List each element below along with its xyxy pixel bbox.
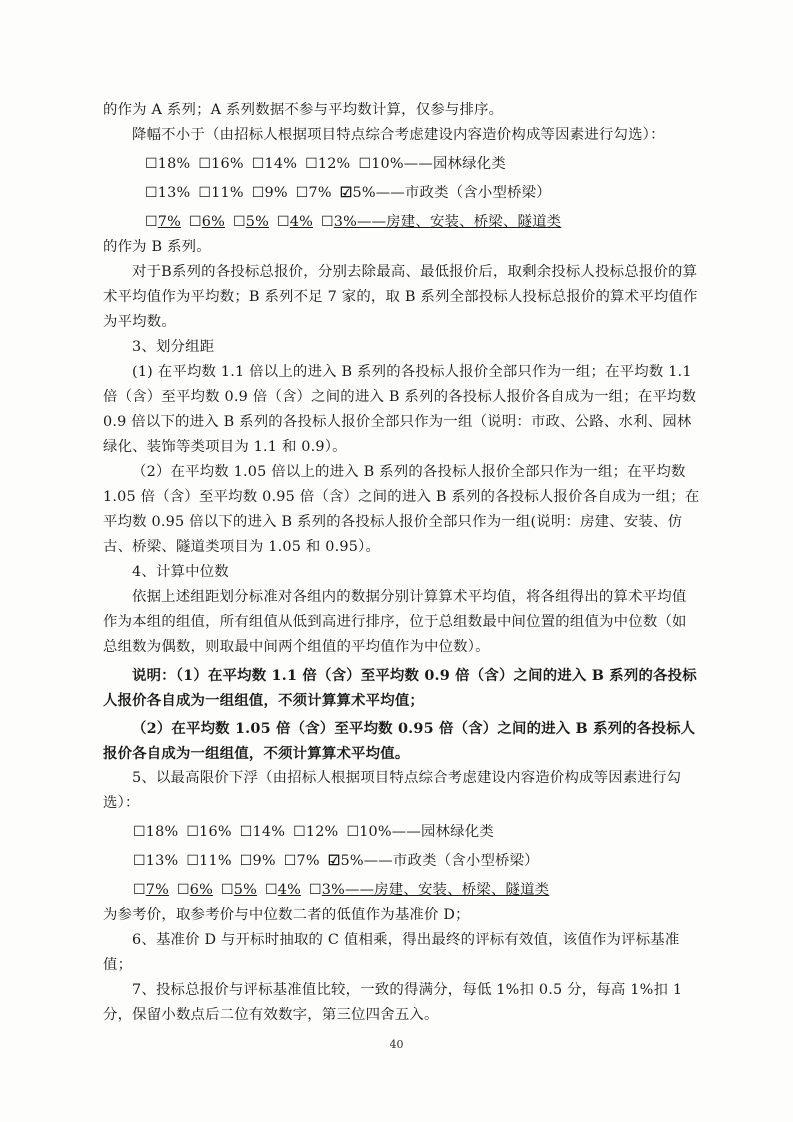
reduction-options-row-1 bbox=[103, 152, 700, 177]
checkbox-icon[interactable]: ☐ bbox=[346, 824, 360, 840]
option-label: 3%——房建、安装、桥梁、隧道类 bbox=[321, 882, 550, 898]
paragraph-3-1: (1) 在平均数 1.1 倍以上的进入 B 系列的各投标人报价全部只作为一组；在平均数 1.1 倍（含）至平均数 0.9 倍（含）之间的进入 B 系列的各投标人报价各自成为一组；在平均数 0.9 倍以下的进入 B 系列的各投标人报价全部只作为一组（说明：市政、公路、水利、园林绿化、装饰等类项目为 1.1 和 0.9）。 bbox=[103, 364, 697, 455]
option-item bbox=[340, 181, 551, 206]
option-label: 6% bbox=[201, 214, 225, 230]
reduction-options-row-3 bbox=[103, 210, 700, 235]
option-label: 11% bbox=[199, 853, 232, 869]
option-label: 5% bbox=[233, 882, 257, 898]
option-item bbox=[265, 878, 301, 903]
checkbox-icon[interactable]: ☐ bbox=[239, 853, 253, 869]
paragraph-a-series: 的作为 A 系列；A 系列数据不参与平均数计算，仅参与排序。 bbox=[103, 102, 504, 118]
option-item bbox=[198, 181, 243, 206]
checkbox-icon[interactable]: ☐ bbox=[177, 882, 190, 898]
option-item bbox=[328, 849, 539, 874]
option-item bbox=[240, 820, 285, 845]
option-item bbox=[221, 878, 257, 903]
option-label: 7% bbox=[145, 882, 169, 898]
checkbox-icon[interactable]: ☐ bbox=[251, 185, 265, 201]
option-label: 6% bbox=[189, 882, 213, 898]
checkbox-icon[interactable]: ☐ bbox=[233, 214, 246, 230]
section-heading-3: 3、划分组距 bbox=[132, 339, 215, 355]
option-label: 18% bbox=[145, 824, 179, 840]
checkbox-icon[interactable]: ☐ bbox=[198, 156, 212, 172]
option-label: 5% bbox=[245, 214, 269, 230]
checkbox-icon[interactable]: ☐ bbox=[186, 824, 200, 840]
checkbox-icon[interactable]: ☐ bbox=[145, 185, 158, 201]
option-label: 16% bbox=[211, 156, 244, 172]
option-item bbox=[189, 210, 225, 235]
option-item bbox=[198, 152, 243, 177]
checkbox-icon[interactable]: ☐ bbox=[305, 156, 318, 172]
option-label: 16% bbox=[199, 824, 232, 840]
option-label: 10%——园林绿化类 bbox=[371, 156, 506, 172]
checkbox-icon[interactable]: ☐ bbox=[186, 853, 200, 869]
option-label: 9% bbox=[264, 185, 288, 201]
paragraph-4: 依据上述组距划分标准对各组内的数据分别计算算术平均值，将各组得出的算术平均值作为本组的组值，所有组值从低到高进行排序，位于总组数最中间位置的组值为中位数（如总组数为偶数，则取最中间两个组值的平均值作为中位数）。 bbox=[103, 589, 687, 655]
reduction-intro: 降幅不小于（由招标人根据项目特点综合考虑建设内容造价构成等因素进行勾选）： bbox=[132, 127, 665, 143]
float-options-row-3 bbox=[103, 878, 700, 903]
option-item bbox=[277, 210, 313, 235]
checkbox-icon[interactable]: ☐ bbox=[198, 185, 212, 201]
option-item bbox=[293, 820, 338, 845]
checkbox-icon[interactable]: ☐ bbox=[293, 824, 306, 840]
option-label: 3%——房建、安装、桥梁、隧道类 bbox=[333, 214, 562, 230]
document-body bbox=[103, 98, 700, 1028]
reference-price-tail: 为参考价，取参考价与中位数二者的低值作为基准价 D； bbox=[103, 907, 470, 923]
checkbox-icon[interactable]: ☐ bbox=[133, 824, 146, 840]
checkbox-icon[interactable]: ☐ bbox=[309, 882, 322, 898]
option-item bbox=[321, 210, 561, 235]
checkbox-icon[interactable]: ☐ bbox=[251, 156, 265, 172]
option-item bbox=[305, 152, 350, 177]
checked-box-icon[interactable]: ☑ bbox=[339, 185, 353, 201]
option-label: 5%——市政类（含小型桥梁） bbox=[352, 185, 551, 201]
checkbox-icon[interactable]: ☐ bbox=[133, 853, 146, 869]
option-label: 14% bbox=[264, 156, 298, 172]
option-item bbox=[145, 152, 190, 177]
option-item bbox=[133, 820, 178, 845]
option-item bbox=[133, 849, 178, 874]
page-number: 40 bbox=[389, 1038, 404, 1051]
option-item bbox=[145, 181, 190, 206]
option-item bbox=[186, 849, 231, 874]
option-item bbox=[346, 820, 494, 845]
paragraph-7: 7、投标总报价与评标基准值比较，一致的得满分，每低 1%扣 0.5 分，每高 1%扣 1 分，保留小数点后二位有效数字，第三位四舍五入。 bbox=[103, 982, 683, 1023]
option-label: 4% bbox=[289, 214, 313, 230]
option-label: 7% bbox=[308, 185, 332, 201]
option-label: 13% bbox=[157, 185, 191, 201]
checkbox-icon[interactable]: ☐ bbox=[277, 214, 290, 230]
option-item bbox=[186, 820, 231, 845]
checkbox-icon[interactable]: ☐ bbox=[283, 853, 297, 869]
paragraph-b-series-average: 对于B系列的各投标总报价，分别去除最高、最低报价后，取剩余投标人投标总报价的算术平均值作为平均数；B 系列不足 7 家的，取 B 系列全部投标人投标总报价的算术平均值作为平均数。 bbox=[103, 264, 698, 330]
reduction-options-row-2 bbox=[103, 181, 700, 206]
note-1: 说明：（1）在平均数 1.1 倍（含）至平均数 0.9 倍（含）之间的进入 B 系列的各投标人报价各自成为一组组值，不须计算算术平均值； bbox=[103, 667, 697, 709]
option-label: 7% bbox=[157, 214, 181, 230]
checked-box-icon[interactable]: ☑ bbox=[327, 853, 341, 869]
b-series-tail: 的作为 B 系列。 bbox=[103, 239, 211, 255]
option-label: 5%——市政类（含小型桥梁） bbox=[340, 853, 539, 869]
option-label: 18% bbox=[157, 156, 191, 172]
float-options-row-2 bbox=[103, 849, 700, 874]
checkbox-icon[interactable]: ☐ bbox=[358, 156, 372, 172]
checkbox-icon[interactable]: ☐ bbox=[295, 185, 309, 201]
checkbox-icon[interactable]: ☐ bbox=[265, 882, 278, 898]
float-options-row-1 bbox=[103, 820, 700, 845]
checkbox-icon[interactable]: ☐ bbox=[145, 156, 158, 172]
option-item bbox=[145, 210, 181, 235]
option-label: 12% bbox=[317, 156, 351, 172]
checkbox-icon[interactable]: ☐ bbox=[239, 824, 253, 840]
checkbox-icon[interactable]: ☐ bbox=[145, 214, 158, 230]
option-item bbox=[309, 878, 549, 903]
checkbox-icon[interactable]: ☐ bbox=[189, 214, 202, 230]
option-label: 7% bbox=[296, 853, 320, 869]
option-label: 4% bbox=[277, 882, 301, 898]
option-item bbox=[233, 210, 269, 235]
option-label: 11% bbox=[211, 185, 244, 201]
option-item bbox=[252, 181, 288, 206]
paragraph-6: 6、基准价 D 与开标时抽取的 C 值相乘，得出最终的评标有效值，该值作为评标基准值； bbox=[103, 932, 680, 973]
option-item bbox=[284, 849, 320, 874]
option-item bbox=[296, 181, 332, 206]
checkbox-icon[interactable]: ☐ bbox=[321, 214, 334, 230]
paragraph-3-2: （2）在平均数 1.05 倍以上的进入 B 系列的各投标人报价全部只作为一组；在平均数 1.05 倍（含）至平均数 0.95 倍（含）之间的进入 B 系列的各投标人报价各自成为一组；在平均数 0.95 倍以下的进入 B 系列的各投标人报价全部只作为一组(说明：房建、安装、仿古、桥梁、隧道类项目为 1.05 和 0.95）。 bbox=[103, 464, 700, 555]
option-item bbox=[240, 849, 276, 874]
option-item bbox=[358, 152, 506, 177]
option-label: 12% bbox=[305, 824, 339, 840]
option-item bbox=[177, 878, 213, 903]
checkbox-icon[interactable]: ☐ bbox=[133, 882, 146, 898]
option-label: 10%——园林绿化类 bbox=[359, 824, 494, 840]
option-item bbox=[133, 878, 169, 903]
checkbox-icon[interactable]: ☐ bbox=[221, 882, 234, 898]
option-label: 13% bbox=[145, 853, 179, 869]
option-item bbox=[252, 152, 297, 177]
option-label: 9% bbox=[252, 853, 276, 869]
note-2: （2）在平均数 1.05 倍（含）至平均数 0.95 倍（含）之间的进入 B 系列的各投标人报价各自成为一组组值，不须计算算术平均值。 bbox=[103, 720, 696, 762]
section-heading-4: 4、计算中位数 bbox=[132, 564, 229, 580]
section-heading-5: 5、以最高限价下浮（由招标人根据项目特点综合考虑建设内容造价构成等因素进行勾选）： bbox=[103, 770, 682, 811]
option-label: 14% bbox=[252, 824, 286, 840]
